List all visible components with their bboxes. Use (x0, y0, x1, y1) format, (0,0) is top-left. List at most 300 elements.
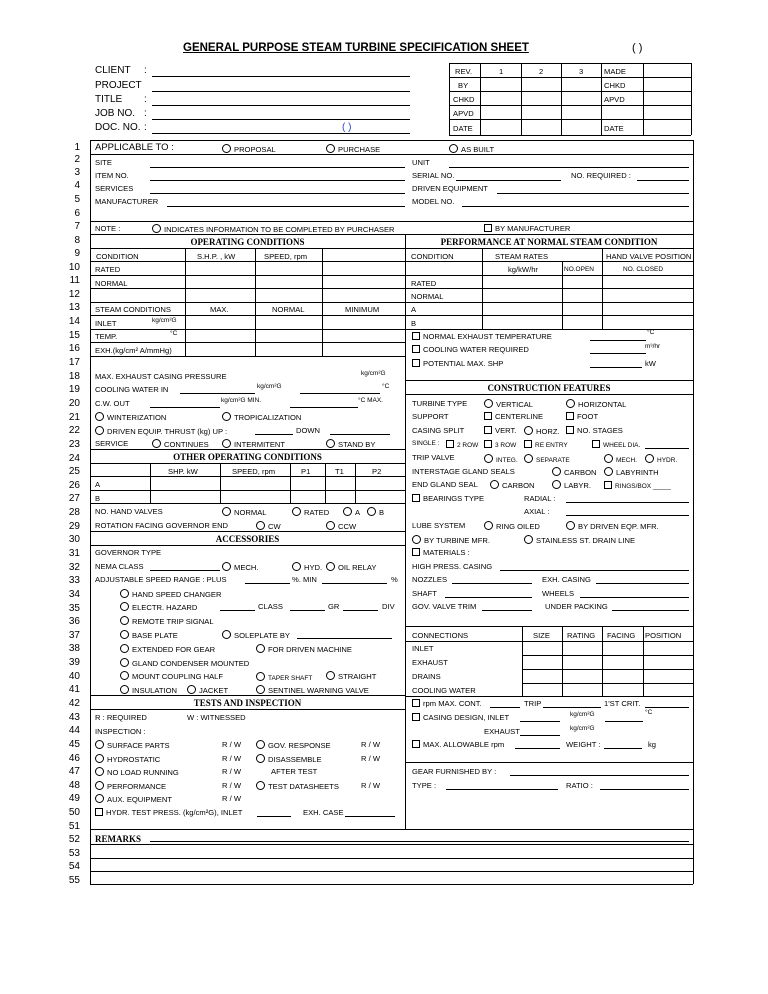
line-number: 40 (68, 671, 80, 682)
standby-option[interactable]: STAND BY (326, 439, 375, 449)
shp-header: S.H.P. , kW (197, 252, 236, 261)
rev-col-1: 1 (499, 67, 504, 76)
jacket-option[interactable]: JACKET (187, 685, 228, 695)
line-number: 29 (68, 521, 80, 532)
surface-rw: R / W (222, 740, 241, 749)
hpcasing-label: HIGH PRESS. CASING (412, 562, 493, 571)
radio-icon (524, 535, 533, 544)
govvalve-label: GOV. VALVE TRIM (412, 602, 477, 611)
radio-icon (222, 144, 231, 153)
performance-option[interactable]: PERFORMANCE (95, 781, 166, 791)
applicable-label: APPLICABLE TO : (95, 142, 174, 153)
accessories-heading: ACCESSORIES (215, 534, 280, 544)
radio-icon (152, 224, 161, 233)
speedrpm-header: SPEED, rpm (232, 467, 276, 476)
exhaust2-label: EXHAUST (484, 727, 520, 736)
carbon2-option[interactable]: CARBON (490, 480, 535, 490)
line-number: 14 (68, 316, 80, 327)
cwout-unit: kg/cm²G MIN. (221, 397, 262, 404)
normal-row: NORMAL (95, 279, 128, 288)
line-number: 45 (68, 739, 80, 750)
chkd2-label: CHKD (604, 81, 626, 90)
hydrostatic-rw: R / W (222, 754, 241, 763)
hydrtest-check[interactable]: HYDR. TEST PRESS. (kg/cm²G), INLET (95, 808, 242, 817)
line-number: 16 (68, 343, 80, 354)
potshp-unit: kW (645, 359, 656, 368)
line-number: 15 (68, 330, 80, 341)
horz-option[interactable]: HORZ. (524, 426, 560, 436)
line-number: 55 (68, 875, 80, 886)
radio-icon (524, 454, 533, 463)
line-number: 28 (68, 507, 80, 518)
continues-option[interactable]: CONTINUES (152, 439, 209, 449)
nozzles-label: NOZZLES (412, 575, 448, 584)
line-number: 3 (74, 167, 80, 178)
manufacturer-label: MANUFACTURER (95, 197, 159, 206)
straight-option[interactable]: STRAIGHT (326, 671, 376, 681)
line-number: 36 (68, 616, 80, 627)
tworow-check[interactable]: 2 ROW (446, 440, 478, 449)
radio-icon (645, 454, 654, 463)
apvd2-label: APVD (604, 95, 625, 104)
mech2-option[interactable]: MECH. (222, 562, 258, 572)
colon: : (144, 122, 147, 133)
horizontal-option[interactable]: HORIZONTAL (566, 399, 626, 409)
line-number: 48 (68, 780, 80, 791)
temp-unit: °C (170, 330, 178, 337)
hyd-option[interactable]: HYD. (292, 562, 322, 572)
t1-header: T1 (335, 467, 344, 476)
checkbox-icon (412, 548, 420, 556)
radio-icon (120, 630, 129, 639)
radio-icon (449, 144, 458, 153)
checkbox-icon (412, 494, 420, 502)
reentry-check[interactable]: RE ENTRY (524, 440, 568, 449)
date-label: DATE (453, 124, 473, 133)
checkbox-icon (524, 440, 532, 448)
line-number: 17 (68, 357, 80, 368)
project-label: PROJECT (95, 80, 142, 91)
performance-rw: R / W (222, 781, 241, 790)
baseplate-option[interactable]: BASE PLATE (120, 630, 178, 640)
colon: : (144, 65, 147, 76)
tests-heading: TESTS AND INSPECTION (193, 698, 302, 708)
pctmin-label: %. MIN (292, 575, 317, 584)
rated-row: RATED (95, 265, 121, 274)
unit-label: UNIT (412, 158, 430, 167)
line-number: 21 (68, 412, 80, 423)
disassemble-rw: R / W (361, 754, 380, 763)
casing-temp-unit: °C (645, 709, 653, 716)
line-number: 12 (68, 289, 80, 300)
surface-option[interactable]: SURFACE PARTS (95, 740, 170, 750)
class-label: CLASS (258, 602, 283, 611)
rating-header: RATING (567, 631, 596, 640)
line-number: 30 (68, 534, 80, 545)
glandcond-option[interactable]: GLAND CONDENSER MOUNTED (120, 658, 249, 668)
purchase-option[interactable]: PURCHASE (326, 144, 380, 154)
checkbox-icon (484, 224, 492, 232)
insulation-option[interactable]: INSULATION (120, 685, 177, 695)
normal-header: NORMAL (272, 305, 305, 314)
radio-icon (552, 480, 561, 489)
ccw-option[interactable]: CCW (326, 521, 356, 531)
cw-option[interactable]: CW (256, 521, 281, 531)
checkbox-icon (412, 713, 420, 721)
radio-icon (484, 399, 493, 408)
interstage-label: INTERSTAGE GLAND SEALS (412, 467, 515, 476)
cwout-max: °C MAX. (358, 397, 383, 404)
checkbox-icon (412, 345, 420, 353)
remotetrip-option[interactable]: REMOTE TRIP SIGNAL (120, 616, 214, 626)
integ-option[interactable]: INTEG. (484, 454, 518, 464)
line-number: 22 (68, 425, 80, 436)
govresp-option[interactable]: GOV. RESPONSE (256, 740, 331, 750)
threerow-check[interactable]: 3 ROW (484, 440, 516, 449)
cwin-label: COOLING WATER IN (95, 385, 169, 394)
chkd-label: CHKD (453, 95, 475, 104)
size-header: SIZE (533, 631, 550, 640)
docno-paren: ( ) (342, 122, 352, 133)
winter-option[interactable]: WINTERIZATION (95, 412, 166, 422)
line-number: 53 (68, 848, 80, 859)
rotation-label: ROTATION FACING GOVERNOR END (95, 521, 229, 530)
noload-option[interactable]: NO LOAD RUNNING (95, 767, 179, 777)
line-number: 18 (68, 371, 80, 382)
line-number: 26 (68, 480, 80, 491)
radio-icon (256, 672, 265, 681)
line-number: 27 (68, 493, 80, 504)
line-number: 41 (68, 684, 80, 695)
line-number: 13 (68, 302, 80, 313)
radio-icon (95, 781, 104, 790)
intermitent-option[interactable]: INTERMITENT (222, 439, 285, 449)
radio-icon (222, 507, 231, 516)
ringoiled-option[interactable]: RING OILED (484, 521, 540, 531)
byturb-option[interactable]: BY TURBINE MFR. (412, 535, 490, 545)
testdata-rw: R / W (361, 781, 380, 790)
radio-icon (187, 685, 196, 694)
hydrostatic-option[interactable]: HYDROSTATIC (95, 754, 160, 764)
weight-unit: kg (648, 740, 657, 749)
radio-icon (326, 521, 335, 530)
separate-option[interactable]: SEPARATE (524, 454, 570, 464)
wwit-label: W : WITNESSED (187, 713, 246, 722)
note-text: INDICATES INFORMATION TO BE COMPLETED BY PURCHASER (152, 224, 395, 234)
turbtype-label: TURBINE TYPE (412, 399, 468, 408)
support-label: SUPPORT (412, 412, 449, 421)
normexh-check[interactable]: NORMAL EXHAUST TEMPERATURE (412, 332, 552, 341)
radio-icon (566, 521, 575, 530)
radio-icon (292, 507, 301, 516)
radial-label: RADIAL : (524, 494, 556, 503)
ringsbox-check[interactable]: RINGS/BOX _____ (604, 481, 671, 490)
line-number: 49 (68, 793, 80, 804)
normal2-row: NORMAL (411, 292, 444, 301)
checkbox-icon (566, 412, 574, 420)
taper-option[interactable]: TAPER SHAFT (256, 672, 312, 682)
facing-header: FACING (607, 631, 636, 640)
disassemble-option[interactable]: DISASSEMBLE (256, 754, 322, 764)
line-number: 44 (68, 725, 80, 736)
a2-row: A (95, 480, 101, 489)
wheeldia-check[interactable]: WHEEL DIA. (592, 440, 640, 449)
radio-icon (326, 562, 335, 571)
bearings-check[interactable]: BEARINGS TYPE (412, 494, 484, 503)
b3-option[interactable]: B (367, 507, 384, 517)
radio-icon (256, 740, 265, 749)
client-label: CLIENT (95, 65, 131, 76)
checkbox-icon (484, 412, 492, 420)
rev-col-3: 3 (579, 67, 584, 76)
cwout-label: C.W. OUT (95, 399, 130, 408)
line-number: 2 (74, 154, 80, 165)
foot-check[interactable]: FOOT (566, 412, 598, 421)
bymfr-note: BY MANUFACTURER (484, 224, 570, 233)
rev-col-2: 2 (539, 67, 544, 76)
radio-icon (222, 439, 231, 448)
div-label: DIV (382, 602, 395, 611)
line-number: 20 (68, 398, 80, 409)
by-label: BY (458, 81, 469, 90)
cwreq-unit: m³/hr (645, 343, 661, 350)
radio-icon (552, 467, 561, 476)
weight-label: WEIGHT : (566, 740, 601, 749)
cwreq-check[interactable]: COOLING WATER REQUIRED (412, 345, 529, 354)
date2-label: DATE (604, 124, 624, 133)
rreq-label: R : REQUIRED (95, 713, 147, 722)
services-label: SERVICES (95, 184, 134, 193)
steamrates-header: STEAM RATES (495, 252, 549, 261)
bydriven-option[interactable]: BY DRIVEN EQP. MFR. (566, 521, 659, 531)
line-number: 38 (68, 643, 80, 654)
service-label: SERVICE (95, 439, 129, 448)
checkbox-icon (604, 481, 612, 489)
electr-option[interactable]: ELECTR. HAZARD (120, 602, 197, 612)
radio-icon (326, 144, 335, 153)
line-number: 43 (68, 712, 80, 723)
endgland-label: END GLAND SEAL (412, 480, 478, 489)
hydr-option[interactable]: HYDR. (645, 454, 677, 464)
nohand-label: NO. HAND VALVES (95, 507, 163, 516)
radio-icon (120, 644, 129, 653)
line-number: 47 (68, 766, 80, 777)
mounthalf-option[interactable]: MOUNT COUPLING HALF (120, 671, 223, 681)
noreq-label: NO. REQUIRED : (571, 171, 631, 180)
type-label: TYPE : (412, 781, 437, 790)
position-header: POSITION (645, 631, 682, 640)
condition2-header: CONDITION (411, 252, 454, 261)
trip-label: TRIP (524, 699, 542, 708)
checkbox-icon (412, 740, 420, 748)
lube-label: LUBE SYSTEM (412, 521, 466, 530)
checkbox-icon (95, 808, 103, 816)
radio-icon (604, 454, 613, 463)
line-number: 37 (68, 630, 80, 641)
line-number: 35 (68, 603, 80, 614)
extgear-option[interactable]: EXTENDED FOR GEAR (120, 644, 215, 654)
site-label: SITE (95, 158, 112, 167)
materials-check[interactable]: MATERIALS : (412, 548, 470, 557)
radio-icon (95, 412, 104, 421)
itemno-label: ITEM NO. (95, 171, 129, 180)
made-label: MADE (604, 67, 626, 76)
aftertest-label: AFTER TEST (271, 767, 318, 776)
line-number: 5 (74, 194, 80, 205)
ratio-label: RATIO : (566, 781, 593, 790)
radio-icon (484, 454, 493, 463)
rated2-row: RATED (411, 279, 437, 288)
radio-icon (326, 439, 335, 448)
normal4-option[interactable]: NORMAL (222, 507, 267, 517)
line-number: 4 (74, 180, 80, 191)
a3-option[interactable]: A (343, 507, 360, 517)
checkbox-icon (592, 440, 600, 448)
radio-icon (484, 521, 493, 530)
vert-check[interactable]: VERT. (484, 426, 516, 435)
noload-rw: R / W (222, 767, 241, 776)
line-number: 1 (74, 142, 80, 153)
line-number: 19 (68, 384, 80, 395)
tripvalve-label: TRIP VALVE (412, 453, 455, 462)
driven-label: DRIVEN EQUIPMENT (412, 184, 488, 193)
asbuilt-option[interactable]: AS BUILT (449, 144, 494, 154)
checkbox-icon (412, 359, 420, 367)
soleplate-option[interactable]: SOLEPLATE BY (222, 630, 290, 640)
noopen-header: NO.OPEN (564, 266, 594, 273)
radio-icon (292, 562, 301, 571)
fordriven-option[interactable]: FOR DRIVEN MACHINE (256, 644, 352, 654)
b-row: B (411, 319, 417, 328)
nema-label: NEMA CLASS (95, 562, 144, 571)
temp-row: TEMP. (95, 332, 118, 341)
b2-row: B (95, 494, 101, 503)
auxequip-option[interactable]: AUX. EQUIPMENT (95, 794, 172, 804)
shpkw-header: SHP. kW (168, 467, 198, 476)
radio-icon (120, 658, 129, 667)
p1-header: P1 (301, 467, 311, 476)
axial-label: AXIAL : (524, 507, 550, 516)
mech-option[interactable]: MECH. (604, 454, 637, 464)
note-label: NOTE : (95, 224, 121, 233)
rpmmax-check[interactable]: rpm MAX. CONT. (412, 699, 482, 708)
radio-icon (120, 671, 129, 680)
checkbox-icon (484, 440, 492, 448)
radio-icon (120, 589, 129, 598)
exhcasing-label: EXH. CASING (542, 575, 591, 584)
vertical-option[interactable]: VERTICAL (484, 399, 533, 409)
speed-header: SPEED, rpm (264, 252, 308, 261)
radio-icon (326, 671, 335, 680)
maxexh-unit: kg/cm²G (361, 370, 386, 377)
labyr-option[interactable]: LABYR. (552, 480, 591, 490)
underpack-label: UNDER PACKING (545, 602, 608, 611)
proposal-option[interactable]: PROPOSAL (222, 144, 276, 154)
govresp-rw: R / W (361, 740, 380, 749)
tropic-option[interactable]: TROPICALIZATION (222, 412, 301, 422)
radio-icon (222, 630, 231, 639)
radio-icon (524, 426, 533, 435)
connections-header: CONNECTIONS (412, 631, 469, 640)
line-number: 25 (68, 466, 80, 477)
potshp-check[interactable]: POTENTIAL MAX. SHP (412, 359, 503, 368)
adjrange-label: ADJUSTABLE SPEED RANGE : PLUS (95, 575, 227, 584)
radio-icon (152, 439, 161, 448)
auxequip-rw: R / W (222, 794, 241, 803)
firstcrit-label: 1'ST CRIT. (604, 699, 641, 708)
radio-icon (343, 507, 352, 516)
testdata-option[interactable]: TEST DATASHEETS (256, 781, 339, 791)
radio-icon (256, 685, 265, 694)
cwin-unit: kg/cm²G (257, 383, 282, 390)
line-number: 23 (68, 439, 80, 450)
cooling-row: COOLING WATER (412, 686, 476, 695)
exhaust-row: EXHAUST (412, 658, 448, 667)
gearfurn-label: GEAR FURNISHED BY : (412, 767, 497, 776)
page-title: GENERAL PURPOSE STEAM TURBINE SPECIFICATION SHEET (183, 42, 529, 54)
sentinel-option[interactable]: SENTINEL WARNING VALVE (256, 685, 369, 695)
line-number: 33 (68, 575, 80, 586)
jobno-label: JOB NO. (95, 108, 136, 119)
rated3-option[interactable]: RATED (292, 507, 329, 517)
maxexh-label: MAX. EXHAUST CASING PRESSURE (95, 372, 227, 381)
line-number: 39 (68, 657, 80, 668)
line-number: 31 (68, 548, 80, 559)
line-number: 32 (68, 562, 80, 573)
down-label: DOWN (296, 426, 321, 435)
serialno-label: SERIAL NO. (412, 171, 455, 180)
radio-icon (120, 602, 129, 611)
radio-icon (222, 562, 231, 571)
nostages-check[interactable]: NO. STAGES (566, 426, 623, 435)
radio-icon (120, 616, 129, 625)
kgkw-unit: kg/kW/hr (508, 265, 538, 274)
hschanger-option[interactable]: HAND SPEED CHANGER (120, 589, 221, 599)
radio-icon (95, 794, 104, 803)
line-number: 24 (68, 453, 80, 464)
casingsplit-label: CASING SPLIT (412, 426, 465, 435)
minimum-header: MINIMUM (345, 305, 380, 314)
labyrinth-option[interactable]: LABYRINTH (604, 467, 659, 477)
casingdesign-check[interactable]: CASING DESIGN, INLET (412, 713, 509, 722)
carbon-option[interactable]: CARBON (552, 467, 597, 477)
radio-icon (95, 767, 104, 776)
single-label: SINGLE : (412, 440, 440, 447)
gr-label: GR (328, 602, 340, 611)
line-number: 34 (68, 589, 80, 600)
inspection-label: INSPECTION : (95, 727, 146, 736)
radio-icon (604, 467, 613, 476)
radio-icon (95, 740, 104, 749)
line-number: 9 (74, 248, 80, 259)
steamcond-header: STEAM CONDITIONS (95, 305, 171, 314)
centerline-check[interactable]: CENTERLINE (484, 412, 543, 421)
oilrelay-option[interactable]: OIL RELAY (326, 562, 376, 572)
modelno-label: MODEL NO. (412, 197, 455, 206)
line-number: 7 (74, 221, 80, 232)
line-number: 10 (68, 262, 80, 273)
line-number: 52 (68, 834, 80, 845)
exhcase-label: EXH. CASE (303, 808, 344, 817)
radio-icon (222, 412, 231, 421)
rev-label: REV. (455, 67, 473, 76)
shaft-label: SHAFT (412, 589, 437, 598)
maxallow-check[interactable]: MAX. ALLOWABLE rpm (412, 740, 504, 749)
stainless-option[interactable]: STAINLESS ST. DRAIN LINE (524, 535, 635, 545)
thrust-row[interactable]: DRIVEN EQUIP. THRUST (kg) UP : (95, 426, 227, 436)
radio-icon (490, 480, 499, 489)
line-number: 11 (69, 275, 80, 286)
